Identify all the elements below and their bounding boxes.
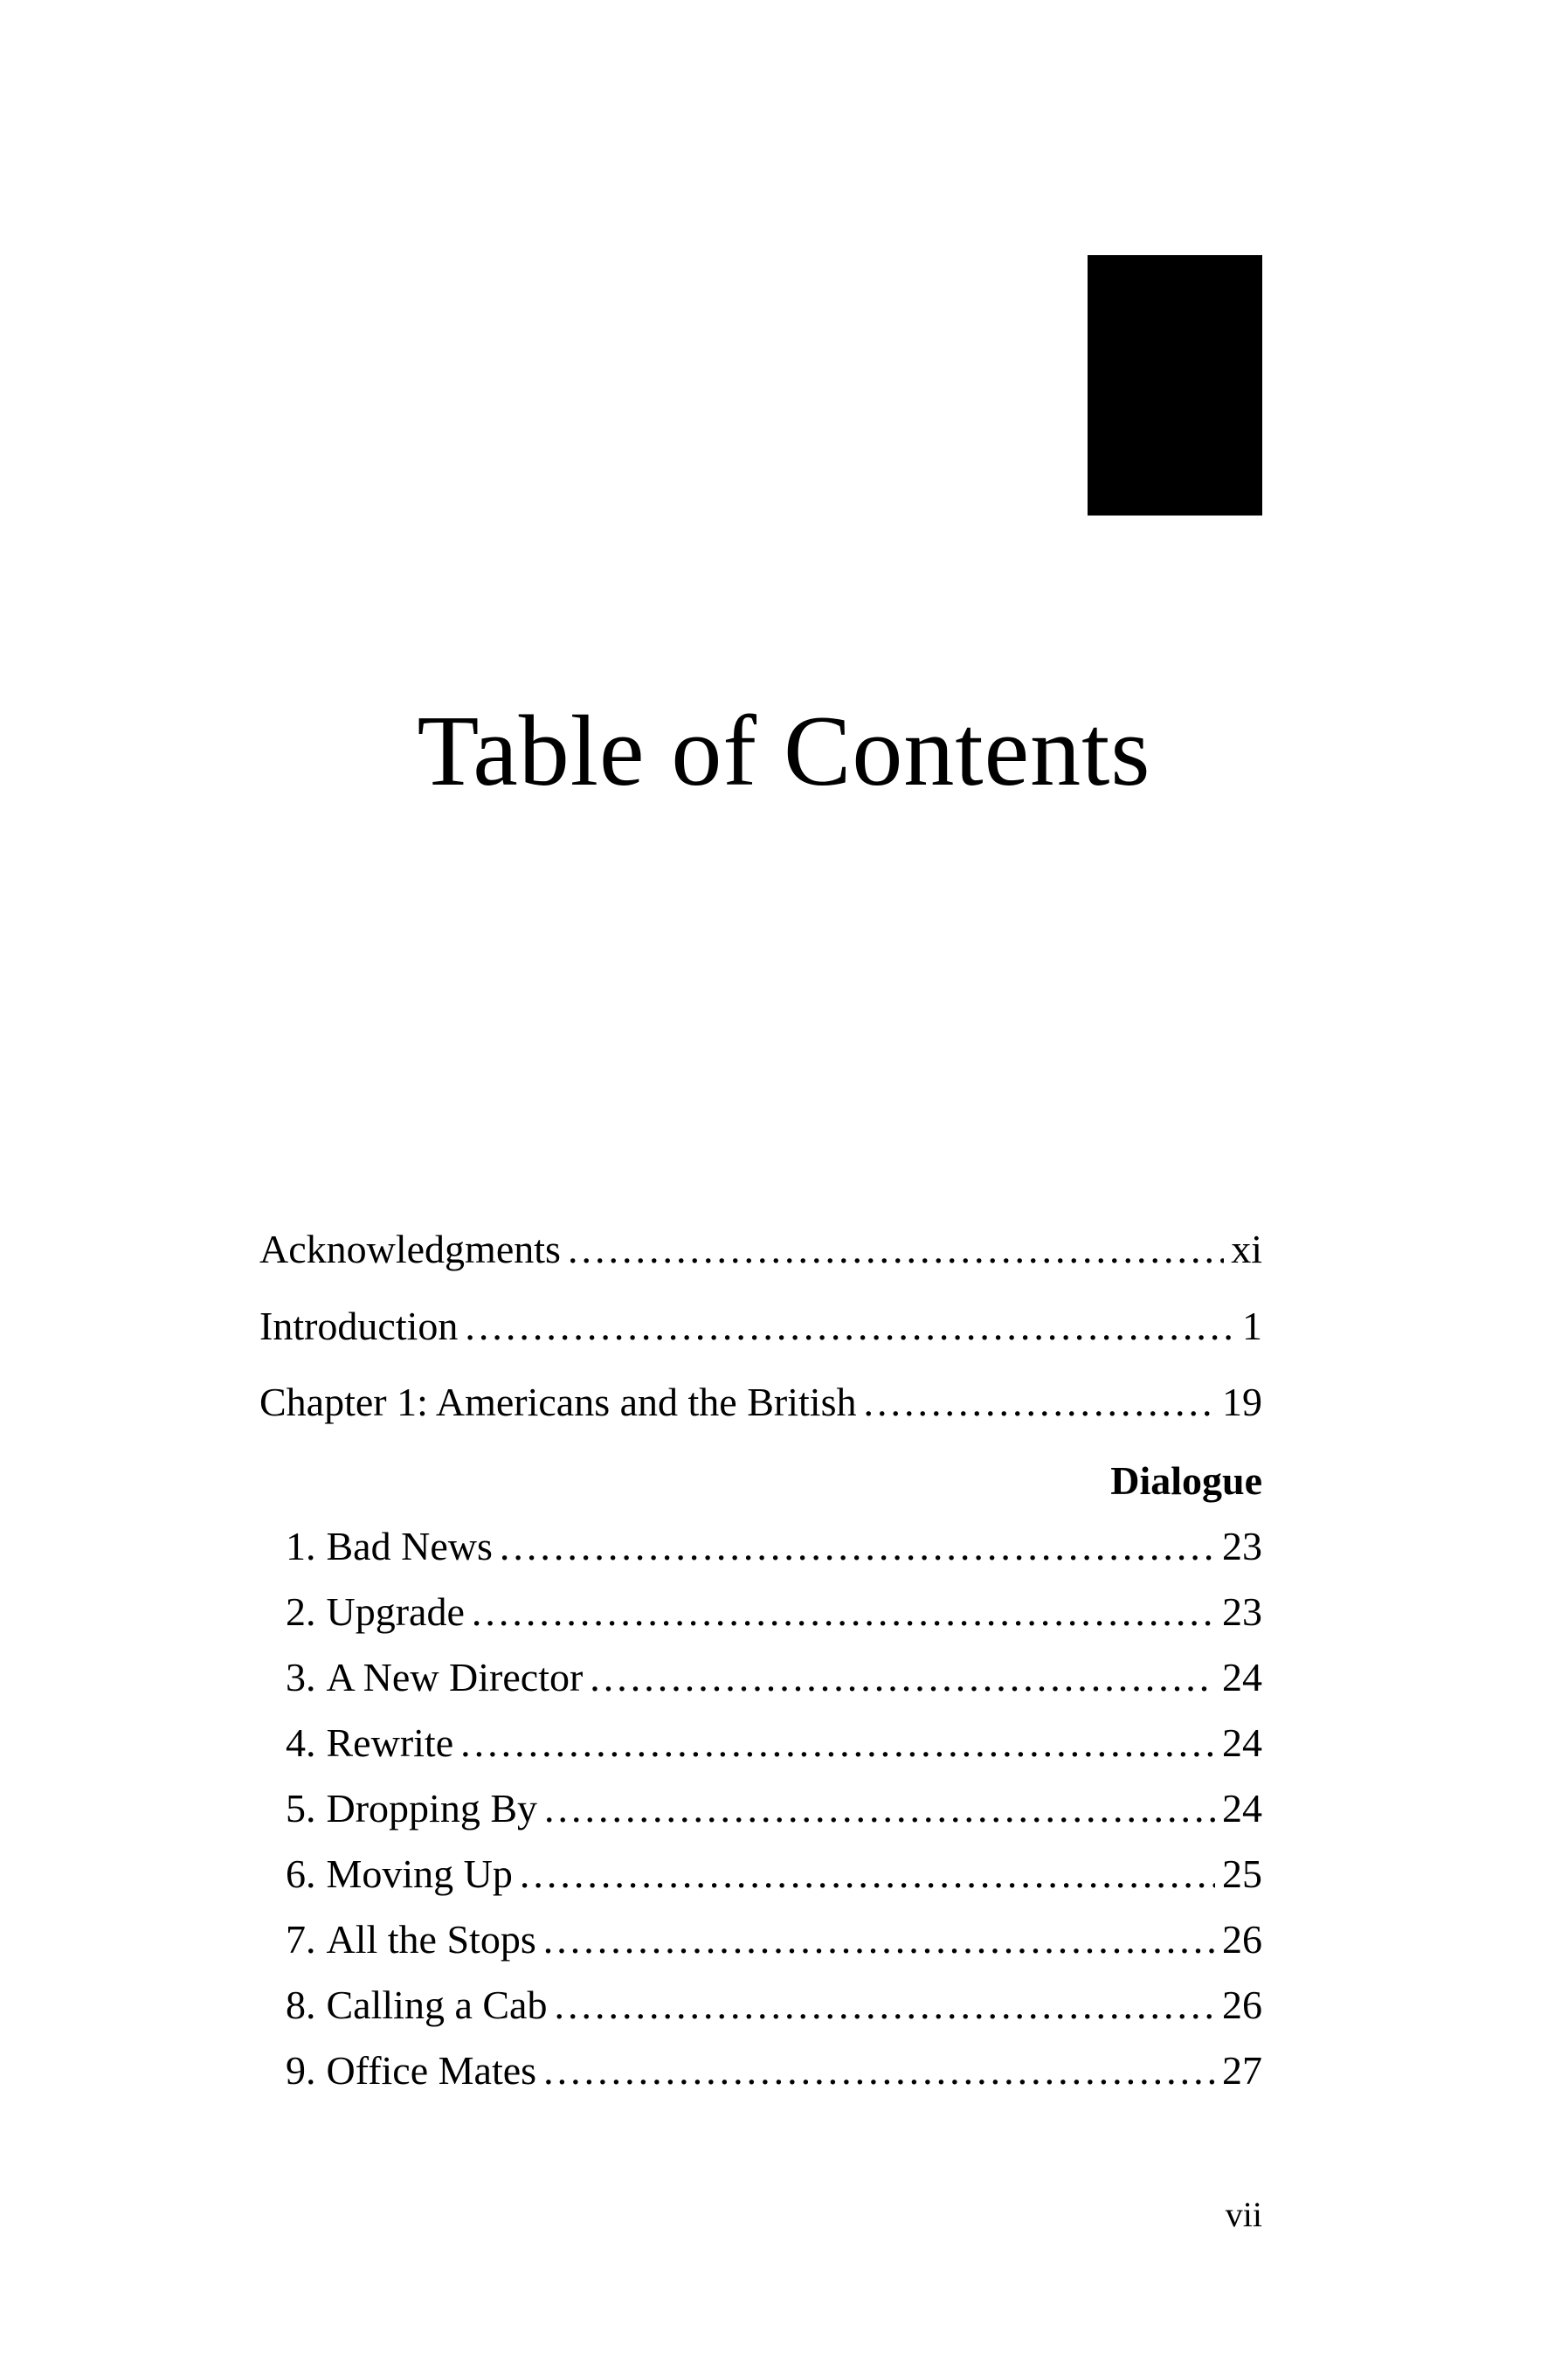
dialogue-item[interactable]: [286, 1586, 1262, 1638]
dot-leader: [465, 1300, 1235, 1353]
dialogue-item-page: 27: [1222, 2048, 1262, 2093]
dialogue-item-label: Dropping By: [326, 1786, 537, 1830]
dot-leader: [590, 1651, 1215, 1704]
toc-entry-page: 1: [1242, 1304, 1262, 1348]
toc-entry-chapter-1[interactable]: [259, 1376, 1262, 1429]
dialogue-item-label: Office Mates: [326, 2048, 537, 2093]
dot-leader: [472, 1586, 1215, 1638]
dialogue-item-label: Bad News: [326, 1524, 493, 1568]
dialogue-item-number: 3.: [286, 1655, 316, 1699]
dialogue-item-page: 24: [1222, 1655, 1262, 1699]
dialogue-item-number: 7.: [286, 1917, 316, 1962]
dot-leader: [543, 1914, 1215, 1966]
dialogue-item-page: 24: [1222, 1786, 1262, 1830]
toc-entry-label: Introduction: [259, 1304, 459, 1348]
dialogue-item[interactable]: [286, 1520, 1262, 1573]
dialogue-item-number: 5.: [286, 1786, 316, 1830]
dialogue-item[interactable]: [286, 1651, 1262, 1704]
dot-leader: [520, 1848, 1215, 1900]
dialogue-item[interactable]: [286, 1717, 1262, 1769]
dialogue-item-number: 6.: [286, 1851, 316, 1896]
dialogue-item[interactable]: [286, 1848, 1262, 1900]
dialogue-item[interactable]: [286, 1979, 1262, 2031]
dialogue-item-page: 26: [1222, 1917, 1262, 1962]
dot-leader: [460, 1717, 1215, 1769]
table-of-contents: [259, 0, 1262, 2353]
dialogue-item-page: 24: [1222, 1720, 1262, 1765]
dialogue-item-label: Rewrite: [326, 1720, 454, 1765]
dialogue-item-page: 25: [1222, 1851, 1262, 1896]
dialogue-item-page: 23: [1222, 1589, 1262, 1634]
dialogue-item-page: 23: [1222, 1524, 1262, 1568]
dialogue-item-label: Calling a Cab: [326, 1983, 548, 2027]
dot-leader: [568, 1223, 1224, 1276]
dialogue-item-number: 2.: [286, 1589, 316, 1634]
dialogue-item-label: Upgrade: [326, 1589, 465, 1634]
dialogue-item[interactable]: [286, 2045, 1262, 2097]
page-title: Table of Contents: [417, 696, 1151, 807]
dialogue-item-page: 26: [1222, 1983, 1262, 2027]
dot-leader: [544, 1782, 1215, 1835]
dialogue-item-number: 1.: [286, 1524, 316, 1568]
dialogue-item-label: A New Director: [326, 1655, 584, 1699]
dialogue-item[interactable]: [286, 1782, 1262, 1835]
toc-entry-label: Acknowledgments: [259, 1227, 561, 1271]
toc-entry-page: xi: [1231, 1227, 1262, 1271]
toc-entry-page: 19: [1222, 1380, 1262, 1424]
dot-leader: [543, 2045, 1215, 2097]
dialogue-item-number: 4.: [286, 1720, 316, 1765]
toc-entry-introduction[interactable]: [259, 1300, 1262, 1353]
toc-entry-acknowledgments[interactable]: [259, 1223, 1262, 1276]
dialogue-item-label: All the Stops: [326, 1917, 536, 1962]
dot-leader: [500, 1520, 1215, 1573]
dot-leader: [863, 1376, 1215, 1429]
dialogue-item-number: 9.: [286, 2048, 316, 2093]
dialogue-heading: Dialogue: [1110, 1458, 1262, 1503]
page-number: vii: [1225, 2195, 1262, 2234]
dialogue-item-label: Moving Up: [326, 1851, 513, 1896]
dot-leader: [554, 1979, 1215, 2031]
dialogue-item[interactable]: [286, 1914, 1262, 1966]
toc-entry-label: Chapter 1: Americans and the British: [259, 1380, 857, 1424]
dialogue-item-number: 8.: [286, 1983, 316, 2027]
